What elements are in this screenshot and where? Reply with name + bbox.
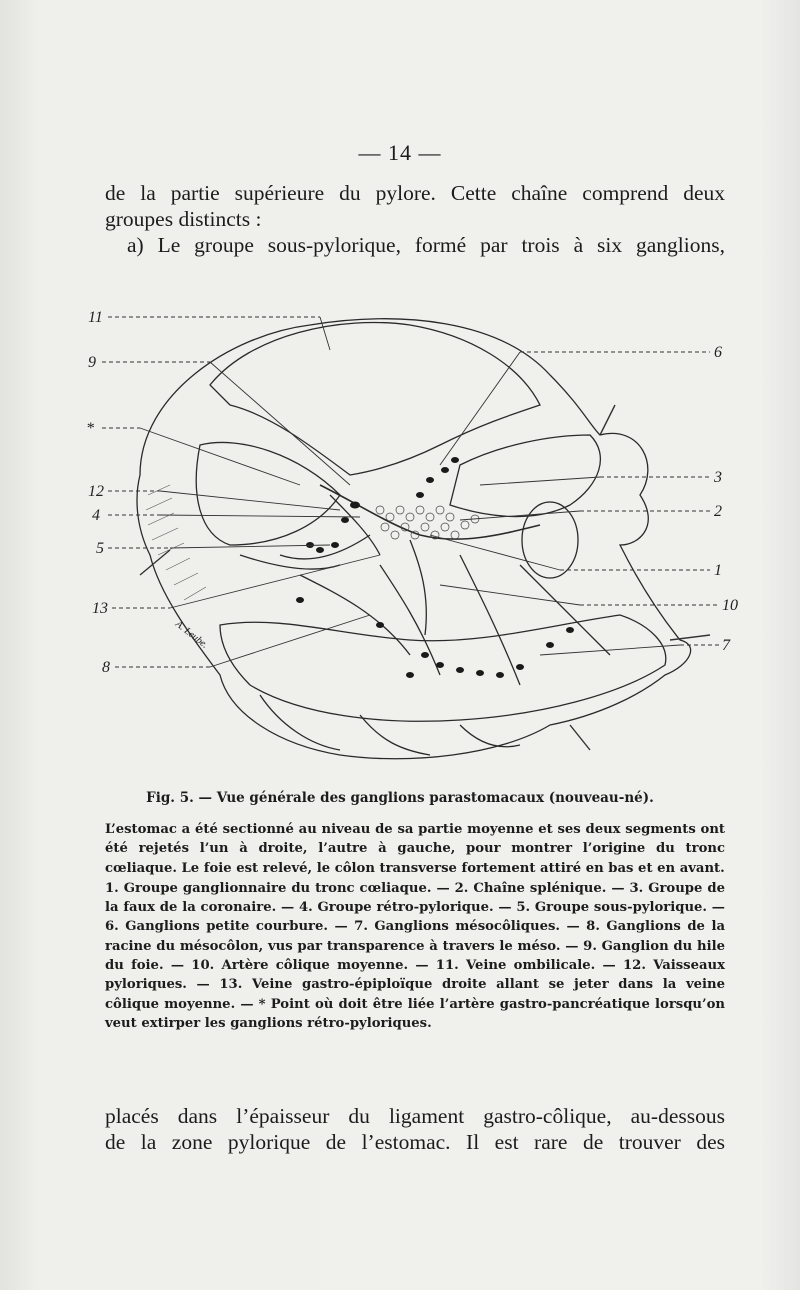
- text-line: groupes distincts :: [105, 207, 262, 231]
- figure-caption-title: Fig. 5. — Vue générale des ganglions parastomacaux (nouveau-né).: [146, 790, 654, 806]
- anatomical-figure: [80, 295, 740, 785]
- text-line: de la zone pylorique de l’estomac. Il est rare de trouver des: [105, 1130, 725, 1154]
- caption-legend: 1. Groupe ganglionnaire du tronc cœliaque. — 2. Chaîne splénique. — 3. Groupe de la faux de la coronaire. — 4. Groupe rétro-pylorique. — 5. Groupe sous-pylorique. — 6. Ganglions petite courbure. — 7. Ganglions mésocôliques. — 8. Ganglions de la racine du mésocôlon, vus par transparence à travers le méso. — 9. Ganglion du hile du foie. — 10. Artère côlique moyenne. — 11. Veine ombilicale. — 12. Vaisseaux pyloriques. — 13. Veine gastro-épiploïque droite allant se jeter dans la veine côlique moyenne. — * Point où doit être liée l’artère gastro-pancréatique lorsqu’on veut extirper les ganglions rétro-pyloriques.: [105, 880, 725, 1031]
- fig-label-2: 2: [714, 503, 722, 520]
- figure-drawing: [80, 295, 740, 785]
- fig-label-13: 13: [92, 600, 108, 617]
- figure-caption: [105, 820, 725, 1033]
- text-line: de la partie supérieure du pylore. Cette chaîne comprend deux: [105, 181, 725, 205]
- fig-label-5: 5: [96, 540, 104, 557]
- fig-label-3: 3: [714, 469, 722, 486]
- fig-label-12: 12: [88, 483, 104, 500]
- text-line: placés dans l’épaisseur du ligament gastro-côlique, au-dessous: [105, 1104, 725, 1128]
- fig-label-11: 11: [88, 309, 103, 326]
- bottom-paragraph: [105, 1103, 725, 1155]
- artist-signature: A. Leube.: [173, 618, 210, 651]
- fig-label-7: 7: [722, 637, 730, 654]
- fig-label-10: 10: [722, 597, 738, 614]
- text-line: a) Le groupe sous-pylorique, formé par trois à six ganglions,: [127, 233, 725, 257]
- fig-label-1: 1: [714, 562, 722, 579]
- fig-label-star: *: [86, 420, 94, 437]
- top-paragraph: [105, 180, 725, 258]
- fig-label-8: 8: [102, 659, 110, 676]
- page-number: — 14 —: [358, 140, 442, 165]
- fig-label-4: 4: [92, 507, 100, 524]
- fig-label-6: 6: [714, 344, 722, 361]
- fig-label-9: 9: [88, 354, 96, 371]
- caption-description: L’estomac a été sectionné au niveau de sa partie moyenne et ses deux segments ont été rejetés l’un à droite, l’autre à gauche, pour montrer l’origine du tronc cœliaque. Le foie est relevé, le côlon transverse fortement attiré en bas et en avant.: [105, 822, 725, 876]
